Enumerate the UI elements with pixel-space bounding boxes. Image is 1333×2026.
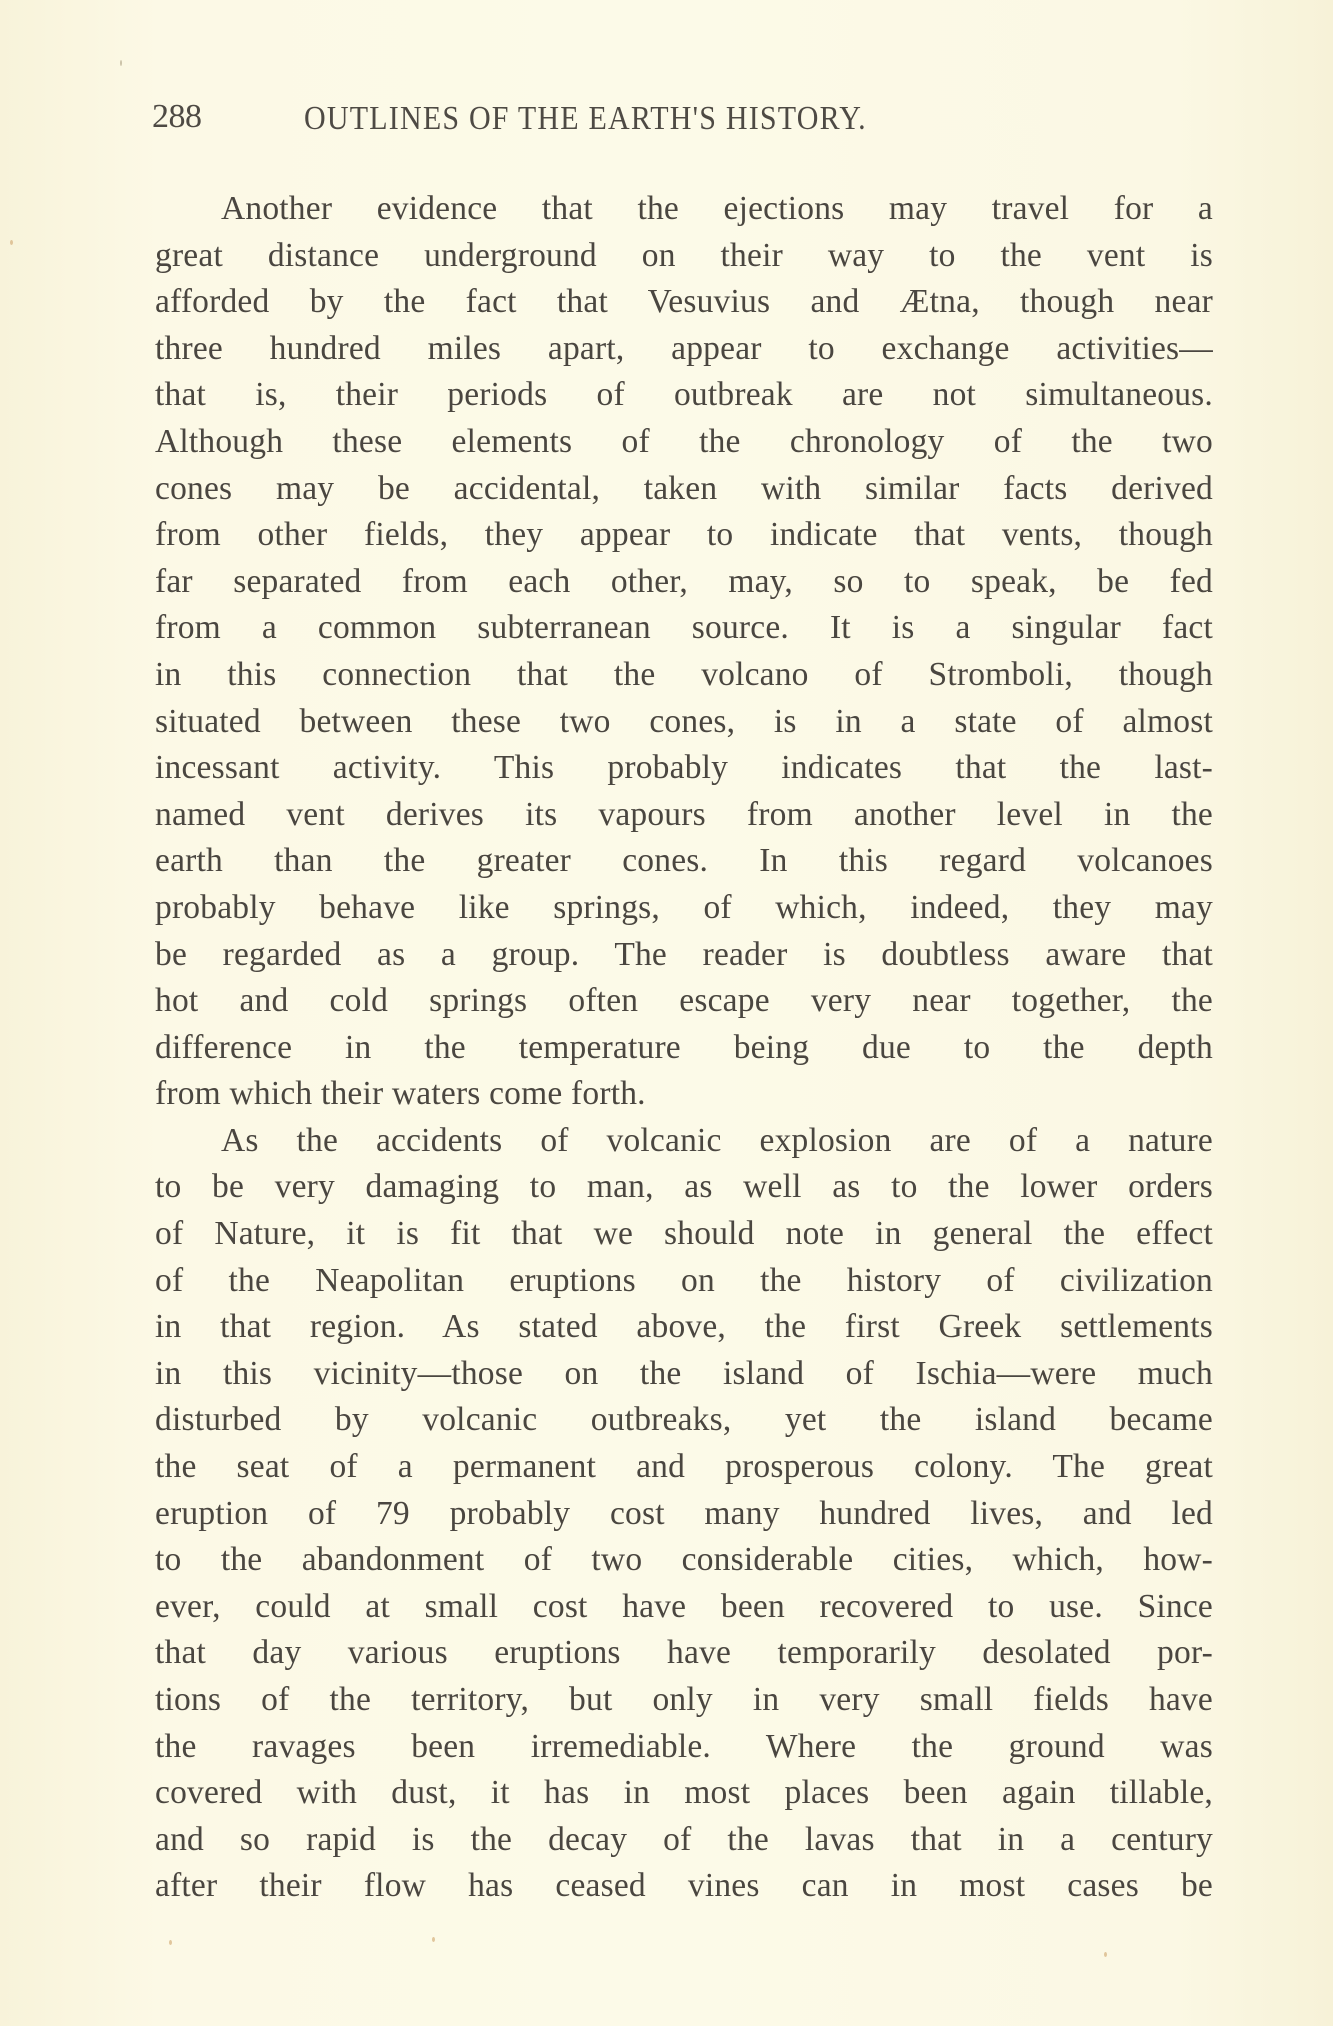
- text-line: from other fields, they appear to indicate that vents, though: [155, 516, 1213, 554]
- running-head: [152, 96, 1217, 140]
- paper-speck: [1104, 1952, 1107, 1957]
- text-line: three hundred miles apart, appear to exchange activities—: [155, 329, 1213, 367]
- text-line: eruption of 79 probably cost many hundred lives, and led: [155, 1494, 1213, 1532]
- text-line: earth than the greater cones. In this regard volcanoes: [155, 842, 1213, 880]
- text-line: to be very damaging to man, as well as to the lower orders: [155, 1168, 1213, 1206]
- text-line: Another evidence that the ejections may travel for a: [221, 190, 1213, 227]
- text-line: the seat of a permanent and prosperous colony. The great: [155, 1448, 1213, 1486]
- text-line: great distance underground on their way to the vent is: [155, 236, 1213, 274]
- paper-speck: [432, 1937, 435, 1942]
- text-line: named vent derives its vapours from another level in the: [155, 795, 1213, 833]
- text-line: incessant activity. This probably indicates that the last-: [155, 749, 1213, 787]
- text-line: of Nature, it is fit that we should note in general the effect: [155, 1215, 1213, 1253]
- paper-speck: [120, 60, 122, 66]
- paragraph: [155, 186, 1213, 1118]
- paper-speck: [169, 1940, 172, 1945]
- text-line: the ravages been irremediable. Where the ground was: [155, 1727, 1213, 1765]
- text-line: in this connection that the volcano of Stromboli, though: [155, 655, 1213, 693]
- paragraph: [155, 1118, 1213, 1910]
- text-line: and so rapid is the decay of the lavas that in a century: [155, 1820, 1213, 1858]
- text-line: difference in the temperature being due to the depth: [155, 1028, 1213, 1066]
- text-line: to the abandonment of two considerable cities, which, how-: [155, 1541, 1213, 1579]
- text-line: probably behave like springs, of which, indeed, they may: [155, 888, 1213, 926]
- text-line: far separated from each other, may, so to speak, be fed: [155, 562, 1213, 600]
- text-line: in that region. As stated above, the first Greek settlements: [155, 1308, 1213, 1346]
- text-line: that day various eruptions have temporarily desolated por-: [155, 1634, 1213, 1672]
- text-line: Although these elements of the chronology of the two: [155, 422, 1213, 460]
- text-line: that is, their periods of outbreak are not simultaneous.: [155, 376, 1213, 414]
- text-line: of the Neapolitan eruptions on the history of civilization: [155, 1261, 1213, 1299]
- text-line: covered with dust, it has in most places been again tillable,: [155, 1774, 1213, 1812]
- paper-speck: [10, 240, 13, 245]
- text-line: from a common subterranean source. It is a singular fact: [155, 609, 1213, 647]
- page-number: 288: [152, 98, 202, 135]
- text-line: in this vicinity—those on the island of Ischia—were much: [155, 1354, 1213, 1392]
- text-line: As the accidents of volcanic explosion are of a nature: [221, 1121, 1213, 1159]
- text-line: tions of the territory, but only in very small fields have: [155, 1681, 1213, 1718]
- text-line: hot and cold springs often escape very near together, the: [155, 982, 1213, 1020]
- text-line: be regarded as a group. The reader is doubtless aware that: [155, 935, 1213, 973]
- text-line: afforded by the fact that Vesuvius and Ætna, though near: [155, 283, 1213, 321]
- text-line: from which their waters come forth.: [155, 1075, 646, 1113]
- text-line: ever, could at small cost have been recovered to use. Since: [155, 1587, 1213, 1625]
- text-line: after their flow has ceased vines can in most cases be: [155, 1867, 1213, 1905]
- running-title: OUTLINES OF THE EARTH'S HISTORY.: [304, 100, 867, 137]
- text-line: cones may be accidental, taken with similar facts derived: [155, 469, 1213, 507]
- body-text: [155, 186, 1213, 1910]
- text-line: disturbed by volcanic outbreaks, yet the island became: [155, 1401, 1213, 1439]
- text-line: situated between these two cones, is in a state of almost: [155, 702, 1213, 740]
